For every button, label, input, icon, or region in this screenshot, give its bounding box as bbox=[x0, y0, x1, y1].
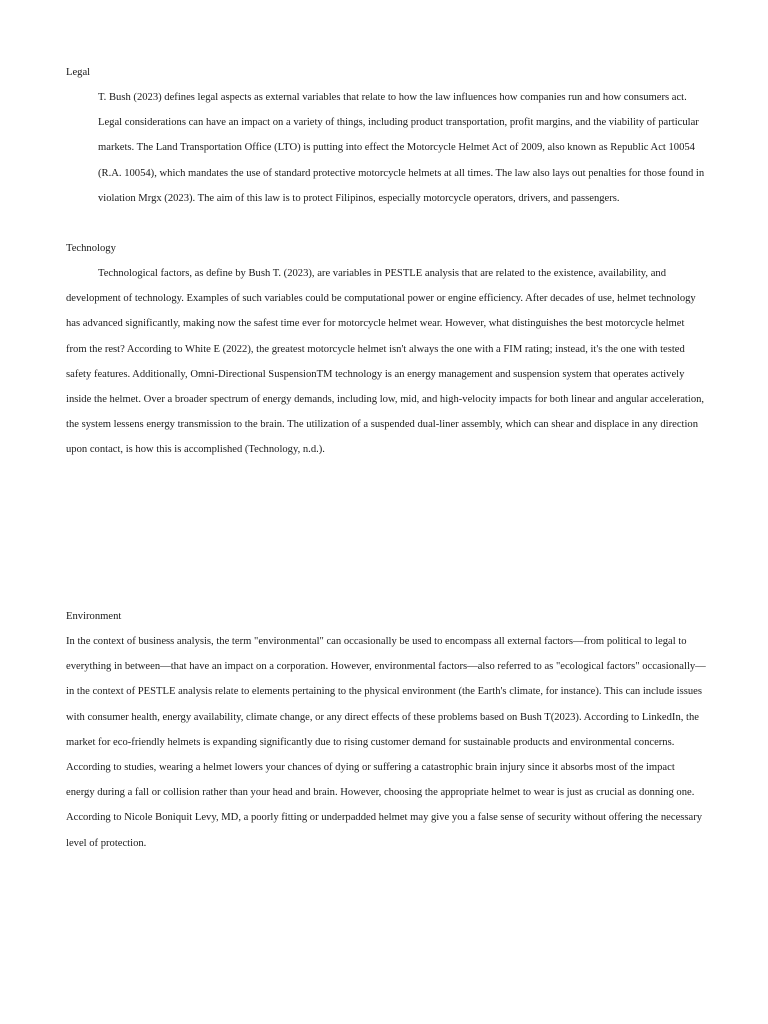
section-technology bbox=[66, 236, 706, 463]
section-heading-technology: Technology bbox=[66, 243, 116, 254]
section-environment bbox=[66, 604, 706, 856]
section-body-environment: In the context of business analysis, the term "environmental" can occasionally be used to encompass all external factors—from political to legal to everything in between—that have an impact on a corporation. However, environmental factors—also referred to as "ecological factors" occasionally—in the context of PESTLE analysis relate to elements pertaining to the physical environment (the Earth's climate, for instance). This can include issues with consumer health, energy availability, climate change, or any direct effects of these problems based on Bush T(2023). According to LinkedIn, the market for eco-friendly helmets is expanding significantly due to rising customer demand for sustainable products and environmental concerns. According to studies, wearing a helmet lowers your chances of dying or suffering a catastrophic brain injury since it absorbs most of the impact energy during a fall or collision rather than your head and brain. However, choosing the appropriate helmet to wear is just as crucial as donning one. According to Nicole Boniquit Levy, MD, a poorly fitting or underpadded helmet may give you a false sense of security without offering the necessary level of protection. bbox=[66, 636, 706, 849]
section-legal bbox=[66, 60, 706, 211]
section-heading-environment: Environment bbox=[66, 611, 122, 622]
section-body-technology: Technological factors, as define by Bush T. (2023), are variables in PESTLE analysis that are related to the existence, availability, and development of technology. Examples of such variables could be computational power or engine efficiency. After decades of use, helmet technology has advanced significantly, making now the safest time ever for motorcycle helmet wear. However, what distinguishes the best motorcycle helmet from the rest? According to White E (2022), the greatest motorcycle helmet isn't always the one with a FIM rating; instead, it's the one with tested safety features. Additionally, Omni-Directional SuspensionTM technology is an energy management and suspension system that operates actively inside the helmet. Over a broader spectrum of energy demands, including low, mid, and high-velocity impacts for both linear and angular acceleration, the system lessens energy transmission to the brain. The utilization of a suspended dual-liner assembly, which can shear and displace in any direction upon contact, is how this is accomplished (Technology, n.d.). bbox=[66, 268, 705, 456]
section-heading-legal: Legal bbox=[66, 67, 91, 78]
section-body-legal: T. Bush (2023) defines legal aspects as external variables that relate to how the law influences how companies run and how consumers act. Legal considerations can have an impact on a variety of things, including product transportation, profit margins, and the viability of particular markets. The Land Transportation Office (LTO) is putting into effect the Motorcycle Helmet Act of 2009, also known as Republic Act 10054 (R.A. 10054), which mandates the use of standard protective motorcycle helmets at all times. The law also lays out penalties for those found in violation Mrgx (2023). The aim of this law is to protect Filipinos, especially motorcycle operators, drivers, and passengers. bbox=[98, 92, 705, 204]
